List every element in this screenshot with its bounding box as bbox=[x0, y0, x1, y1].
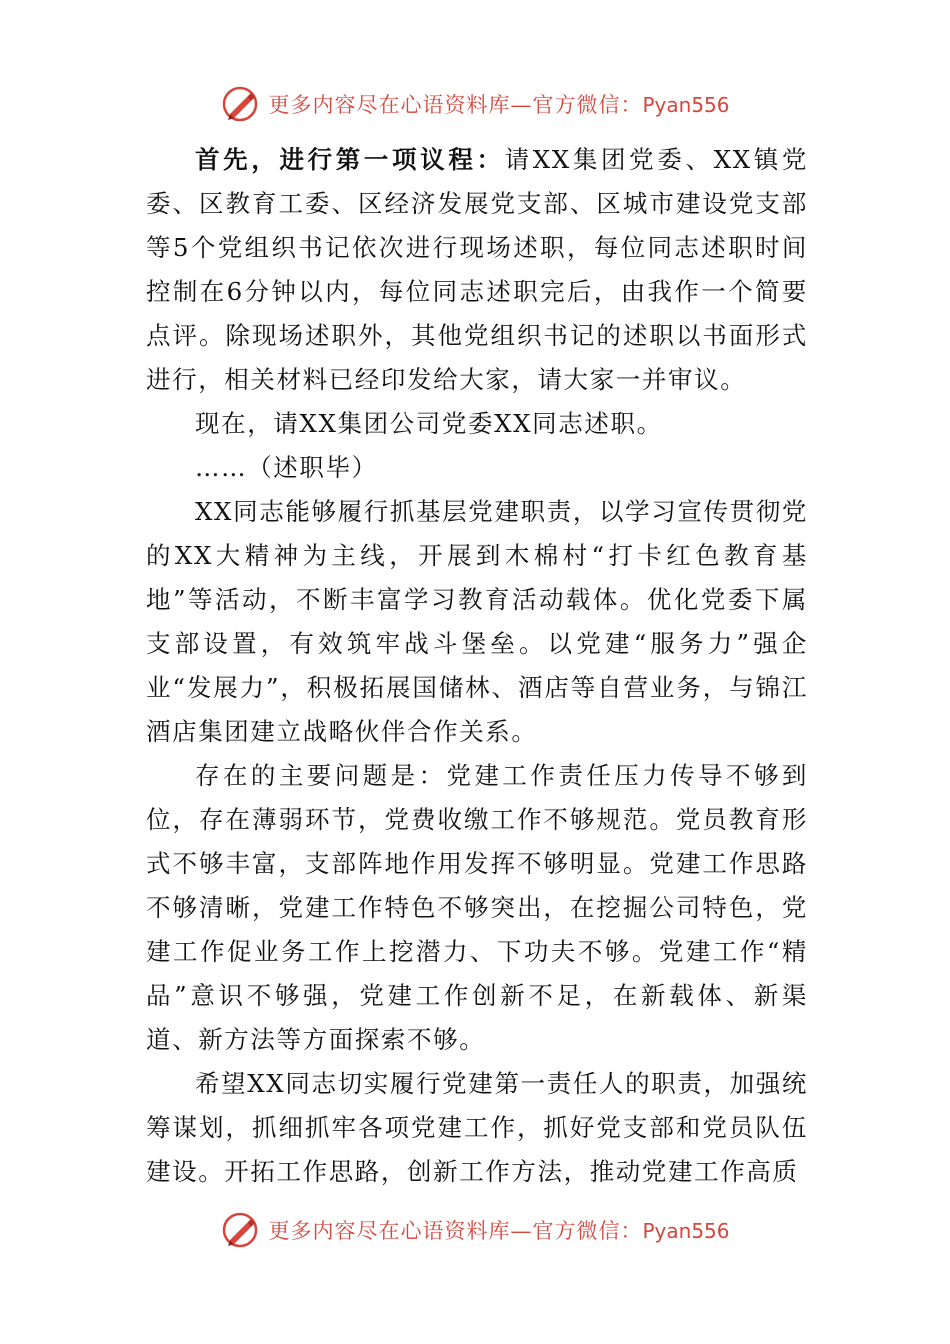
paragraph-problems: 存在的主要问题是：党建工作责任压力传导不够到位，存在薄弱环节，党费收缴工作不够规范。党员教育形式不够丰富，支部阵地作用发挥不够明显。党建工作思路不够清晰，党建工作特色不够突出，在挖掘公司特色，党建工作促业务工作上挖潜力、下功夫不够。党建工作“精品”意识不够强，党建工作创新不足，在新载体、新渠道、新方法等方面探索不够。 bbox=[146, 761, 808, 1054]
document-body bbox=[146, 138, 808, 1194]
paragraph-invite: 现在，请XX集团公司党委XX同志述职。 bbox=[195, 409, 663, 438]
paragraph-report-end: ……（述职毕） bbox=[195, 453, 378, 482]
agenda-lead: 首先，进行第一项议程： bbox=[195, 145, 505, 174]
watermark-text: 更多内容尽在心语资料库—官方微信：Pyan556 bbox=[268, 93, 730, 117]
pen-logo-icon bbox=[220, 1210, 260, 1250]
footer-watermark bbox=[0, 1206, 950, 1254]
watermark-text: 更多内容尽在心语资料库—官方微信：Pyan556 bbox=[268, 1219, 730, 1243]
paragraph-hope: 希望XX同志切实履行党建第一责任人的职责，加强统筹谋划，抓细抓牢各项党建工作，抓好党支部和党员队伍建设。开拓工作思路，创新工作方法，推动党建工作高质 bbox=[146, 1069, 808, 1186]
header-watermark bbox=[0, 80, 950, 128]
pen-logo-icon bbox=[220, 84, 260, 124]
paragraph-agenda: 首先，进行第一项议程：请XX集团党委、XX镇党委、区教育工委、区经济发展党支部、区城市建设党支部等5个党组织书记依次进行现场述职，每位同志述职时间控制在6分钟以内，每位同志述职完后，由我作一个简要点评。除现场述职外，其他党组织书记的述职以书面形式进行，相关材料已经印发给大家，请大家一并审议。 bbox=[146, 145, 808, 394]
paragraph-comment: XX同志能够履行抓基层党建职责，以学习宣传贯彻党的XX大精神为主线，开展到木棉村“打卡红色教育基地”等活动，不断丰富学习教育活动载体。优化党委下属支部设置，有效筑牢战斗堡垒。以党建“服务力”强企业“发展力”，积极拓展国储林、酒店等自营业务，与锦江酒店集团建立战略伙伴合作关系。 bbox=[146, 497, 808, 746]
